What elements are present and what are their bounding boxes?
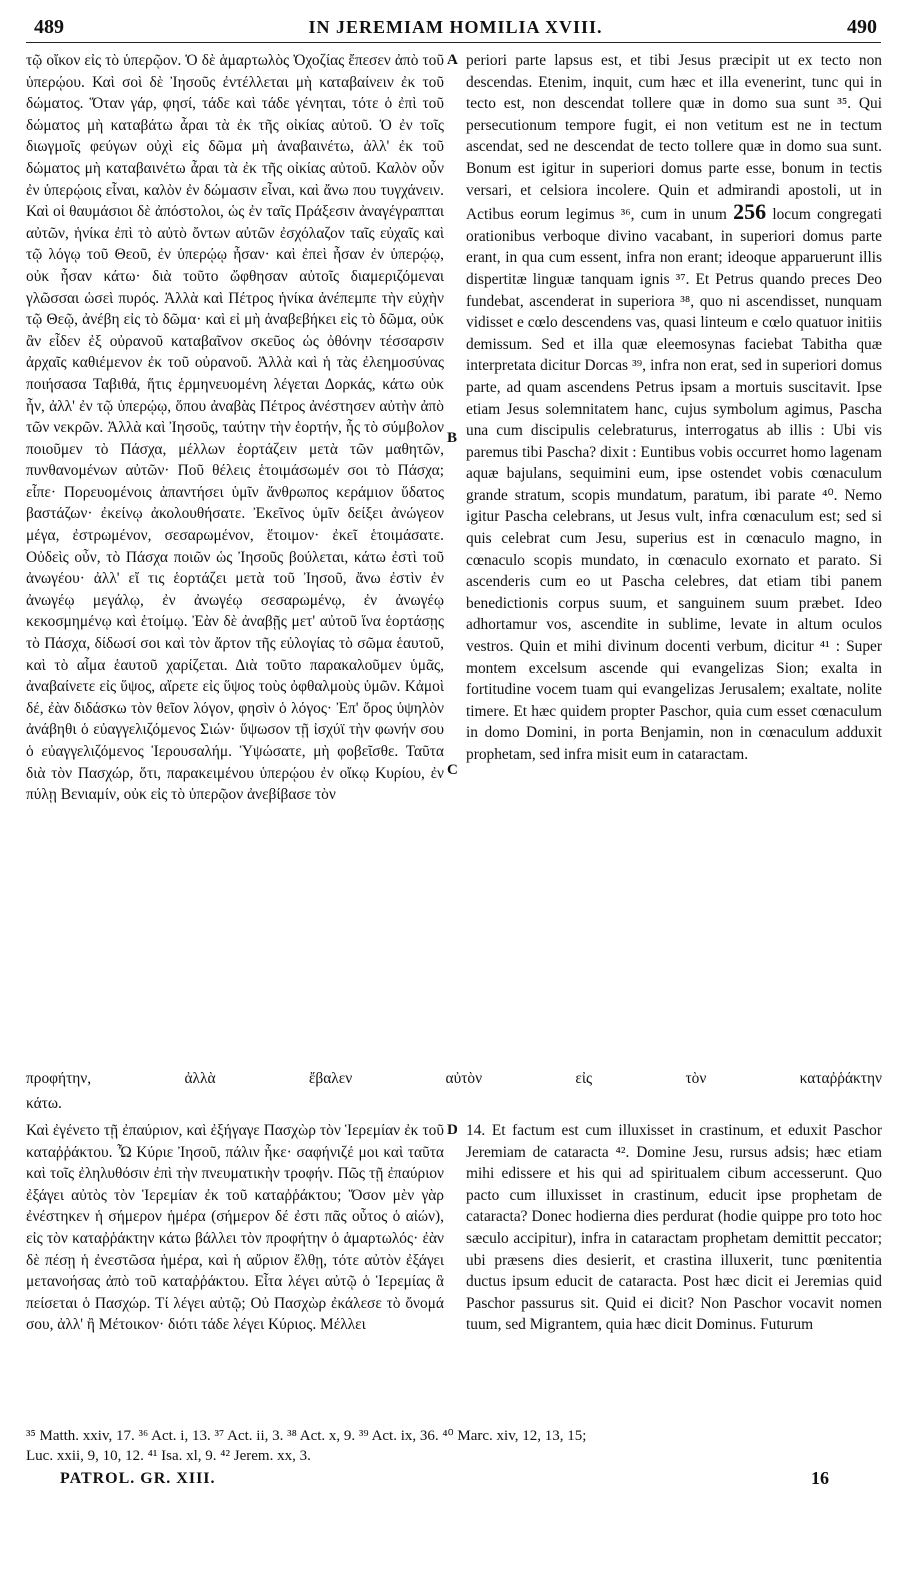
full-width-line-end: κάτω. bbox=[26, 1095, 62, 1112]
greek-paragraph-bottom: Καὶ ἐγένετο τῇ ἐπαύριον, καὶ ἐξήγαγε Πασχὼρ τὸν Ἱερεμίαν ἐκ τοῦ καταῤῥάκτου. Ὦ Κύριε Ἰησοῦ, πάλιν ἧκε· σαφήνιζέ μοι καὶ ταῦτα καὶ τοῖς ἐληλυθόσιν ἐπὶ τὴν πνευματικὴν τροφήν. Πῶς τῇ ἐπαύριον ἐξάγει αὐτὸς τὸν Ἱερεμίαν ἐκ τοῦ καταῤῥάκτου; Ὅσον μὲν γὰρ ἐνέστηκεν ἡ σήμερον ἡμέρα (σήμερον δέ ἐστι πᾶς οὗτος ὁ αἰών), εἰς τὸν καταῤῥάκτην κάτω βάλλει τὸν προφήτην ὁ ἁμαρτωλός· ἐὰν δὲ πέσῃ ἡ ἐνεστῶσα ἡμέρα, καὶ ἡ αὔριον ἔλθῃ, τότε αὐτὸν ἐξάγει μετανοήσας ἀπὸ τοῦ καταῤῥάκτου. Εἶτα λέγει αὐτῷ ὁ Ἱερεμίας ἃ πείσεται ὁ Πασχώρ. Τί λέγει αὐτῷ; Οὐ Πασχὼρ ἐκάλεσε τὸ ὄνομά σου, ἀλλ' ἢ Μέτοικον· διότι τάδε λέγει Κύριος. Μέλλει bbox=[26, 1122, 444, 1334]
latin-text-part2: locum congregati orationibus verboque divino vacabant, in superiori domus parte erant, in qua cum essent, infra non erant; ideoque apparuerunt illis dispertitæ linguæ tanquam ignis ³⁷. Et Petrus quando preces Deo fundebat, ascenderat in superiora ³⁸, quo ni ascendisset, nunquam vidisset e cœlo descendens vas, quasi linteum e cœlo quatuor initiis demissum. Sed et illa quæ eleemosynas faciebat Tabitha quæ interpretata dicitur Dorcas ³⁹, infra non erat, sed in superiori domus parte, ad quam ascendens Petrus ipsam a mortuis suscitavit. Ipse etiam Jesus solemnitatem hanc, cujus symbolum agimus, Pascha una cum discipulis celebraturus, interrogatus ab illis : Ubi vis paremus tibi Pascha? dixit : Euntibus vobis occurret homo lagenam aquæ bajulans, sequimini eum, ipse ostendet vobis cœnaculum grande stratum, scopis mundatum, paratum, ibi parate ⁴⁰. Nemo igitur Pascha celebrans, ut Jesus vult, infra cœnaculum est; sed si quis celebrat cum Jesu, superius est in cœnaculo magno, in cœnaculo scopis mundato, in cœnaculo exornato et parato. Si ascenderis cum eo ut Pascha celebres, dat etiam tibi panem benedictionis corpus suum, et sanguinem suum præbet. Ideo adhortamur vos, ascendite in sublime, levate in altum oculos vestros. Quin et mihi divinum docenti verbum, dicitur ⁴¹ : Super montem excelsum ascende qui evangelizas Sion; exalta in fortitudine vocem tuam qui evangelizas Jerusalem; exaltate, nolite timere. Et hæc quidem propter Paschor, quia cum esset cœnaculum in domo Domini, in porta Benjamin, non in cœnaculum adduxit prophetam, sed infra misit eum in cataractam. bbox=[466, 206, 882, 763]
margin-letter-c: C bbox=[447, 762, 458, 778]
latin-text-part1: periori parte lapsus est, et tibi Jesus præcipit ut ex tecto non descendas. Etenim, inquit, cum hæc et illa evenerint, tunc qui in tecto est, non descendat tollere quæ in domo sua sunt ³⁵. Qui persecutionum tempore fugit, ei non vetitum est ne in tectum ascendat, sed ne descendat de tecto tollere quæ in domo sua sunt. Bonum est igitur in superiori domus parte esse, bonum in tectis versari, et celsiora incolere. Quin et admirandi apostoli, ut in Actibus eorum legimus ³⁶, cum in unum bbox=[466, 52, 882, 224]
margin-letter-a: A bbox=[447, 52, 458, 68]
latin-paragraph bbox=[466, 50, 882, 766]
patrologia-label: PATROL. GR. XIII. bbox=[60, 1470, 216, 1487]
footnotes bbox=[26, 1426, 882, 1466]
latin-column-top bbox=[466, 50, 882, 766]
greek-column-top bbox=[26, 50, 444, 806]
margin-letter-b: B bbox=[447, 430, 458, 446]
header-rule bbox=[26, 42, 881, 43]
margin-letter-d: D bbox=[447, 1122, 458, 1138]
greek-column-bottom bbox=[26, 1120, 444, 1336]
running-title: IN JEREMIAM HOMILIA XVIII. bbox=[308, 16, 603, 37]
greek-paragraph: τῷ οἴκον εἰς τὸ ὑπερῷον. Ὁ δὲ ἁμαρτωλὸς Ὀχοζίας ἔπεσεν ἀπὸ τοῦ ὑπερῴου. Καὶ σοὶ δὲ Ἰησοῦς ἐντέλλεται μὴ καταβαίνειν ἐκ τοῦ δώματος. Ὅταν γάρ, φησί, τάδε καὶ τάδε γένηται, τότε ὁ ἐπὶ τοῦ δώματος μὴ καταβάτω ἆραι τὰ ἐκ τῆς οἰκίας αὐτοῦ. Ὁ ἐν τοῖς διωγμοῖς φεύγων οὐχὶ εἰς δῶμα μὴ ἀναβαινέτω, ἀλλ' ἐκ τοῦ δώματος μὴ καταβαινέτω ἆραι τὰ ἐκ τῆς οἰκίας αὐτοῦ. Καλὸν οὖν ἐν ὑπερῴοις εἶναι, καλὸν ἐν δώμασιν εἶναι, καὶ ἄνω που τυγχάνειν. Καὶ οἱ θαυμάσιοι δὲ ἀπόστολοι, ὡς ἐν ταῖς Πράξεσιν ἀναγέγραπται αὐτῶν, ἡνίκα ἐπὶ τὸ αὐτὸ ὄντων αὐτῶν ἐσχόλαζον ταῖς εὐχαῖς καὶ τῷ λόγῳ τοῦ Θεοῦ, ἐν ὑπερῴῳ ἦσαν· καὶ ἐπεὶ ἦσαν ἐν ὑπερῴῳ, οὐκ ἦσαν κάτω· διὰ τοῦτο ὤφθησαν αὐτοῖς διαμεριζόμεναι γλῶσσαι ὡσεὶ πυρός. Ἀλλὰ καὶ Πέτρος ἡνίκα ἀνέπεμπε τὴν εὐχὴν τῷ Θεῷ, ἀνέβη εἰς τὸ δῶμα· καὶ εἰ μὴ ἀναβεβήκει εἰς τὸ δῶμα, οὐκ ἂν εἶδεν ἐξ οὐρανοῦ καταβαῖνον σκεῦος ὡς ὀθόνην τέσσαρσιν ἀρχαῖς καθιέμενον ἐκ τοῦ οὐρανοῦ. Ἀλλὰ καὶ ἡ τὰς ἐλεημοσύνας ποιήσασα Ταβιθά, ἥτις ἑρμηνευομένη λέγεται Δορκάς, κάτω οὐκ ἦν, ἀλλ' ἐν τῷ ὑπερῴῳ, ὅπου ἀναβὰς Πέτρος ἀνέστησεν αὐτὴν ἀπὸ τῶν νεκρῶν. Ἀλλὰ καὶ Ἰησοῦς, ταύτην τὴν ἑορτήν, ἧς τὸ σύμβολον ποιοῦμεν τὸ Πάσχα, μέλλων ἑορτάζειν μετὰ τῶν μαθητῶν, πυνθανομένων αὐτῶν· Ποῦ θέλεις ἑτοιμάσωμέν σοι τὸ Πάσχα; εἶπε· Πορευομένοις ἀπαντήσει ὑμῖν ἄνθρωπος κεράμιον ὕδατος βαστάζων· ἐκείνῳ ἀκολουθήσατε. Ἐκεῖνος ὑμῖν δείξει ἀνώγεον μέγα, ἐστρωμένον, σεσαρωμένον, ἕτοιμον· ἐκεῖ ἑτοιμάσατε. Οὐδεὶς οὖν, τὸ Πάσχα ποιῶν ὡς Ἰησοῦς βούλεται, κάτω ἐστὶ τοῦ ἀνωγέου· ἀλλ' εἴ τις ἑορτάζει μετὰ τοῦ Ἰησοῦ, ἄνω ἐστὶν ἐν ἀνωγέῳ μεγάλῳ, ἐν ἀνωγέῳ σεσαρωμένῳ, ἐν ἀνωγέῳ κεκοσμημένῳ καὶ ἑτοίμῳ. Ἐὰν δὲ ἀναβῇς μετ' αὐτοῦ ἵνα ἑορτάσῃς τὸ Πάσχα, δίδωσί σοι καὶ τὸν ἄρτον τῆς εὐλογίας τὸ σῶμα ἑαυτοῦ, καὶ τὸ αἷμα ἑαυτοῦ χαρίζεται. Διὰ τοῦτο παρακαλοῦμεν ὑμᾶς, ἀναβαίνετε εἰς ὕψος, αἴρετε εἰς ὕψος τοὺς ὀφθαλμοὺς ὑμῶν. Κἀμοὶ δέ, ἐὰν διδάσκω τὸν θεῖον λόγον, φησὶν ὁ λόγος· Ἐπ' ὄρος ὑψηλὸν ἀνάβηθι ὁ εὐαγγελιζόμενος Σιών· ὕψωσον τῇ ἰσχύϊ τὴν φωνήν σου ὁ εὐαγγελιζόμενος Ἱερουσαλήμ. Ὑψώσατε, μὴ φοβεῖσθε. Ταῦτα διὰ τὸν Πασχώρ, ὅτι, παρακειμένου ὑπερῴου ἐν οἴκῳ Κυρίου, ἐν πύλῃ Βενιαμίν, οὐκ εἰς τὸ ὑπερῷον ἀνεβίβασε τὸν bbox=[26, 52, 444, 804]
footnote-line: ³⁵ Matth. xxiv, 17. ³⁶ Act. i, 13. ³⁷ Act. ii, 3. ³⁸ Act. x, 9. ³⁹ Act. ix, 36. ⁴⁰ Marc. xiv, 12, 13, 15; bbox=[26, 1428, 587, 1444]
latin-column-bottom bbox=[466, 1120, 882, 1336]
column-number-marker: 256 bbox=[733, 199, 767, 225]
signature-mark: 16 bbox=[811, 1468, 829, 1488]
left-page-number: 489 bbox=[34, 15, 64, 38]
right-page-number: 490 bbox=[847, 15, 877, 38]
latin-paragraph-bottom: 14. Et factum est cum illuxisset in crastinum, et eduxit Paschor Jeremiam de cataracta ⁴². Domine Jesu, rursus adsis; hæc etiam mihi edissere et his qui ad spiritualem cibum accesserunt. Quo pacto cum illuxisset in crastinum, educit ipse prophetam de cataracta? Donec hodierna dies perdurat (hodie quippe pro toto hoc sæculo accipitur), infra in cataractam prophetam demittit peccator; ubi præsens dies desierit, et crastina illuxerit, tunc pœnitentia ductus ipsum educit de cataracta. Post hæc dicit ei Jeremias quid Paschor passurus sit. Quid ei dicit? Non Paschor vocavit nomen tuum, sed Migrantem, quia hæc dicit Dominus. Futurum bbox=[466, 1122, 882, 1334]
running-header bbox=[34, 14, 877, 40]
footnote-line: Luc. xxii, 9, 10, 12. ⁴¹ Isa. xl, 9. ⁴² Jerem. xx, 3. bbox=[26, 1448, 311, 1464]
full-width-line: προφήτην, ἀλλὰ ἔβαλεν αὐτὸν εἰς τὸν καταῤῥάκτην bbox=[26, 1070, 882, 1087]
